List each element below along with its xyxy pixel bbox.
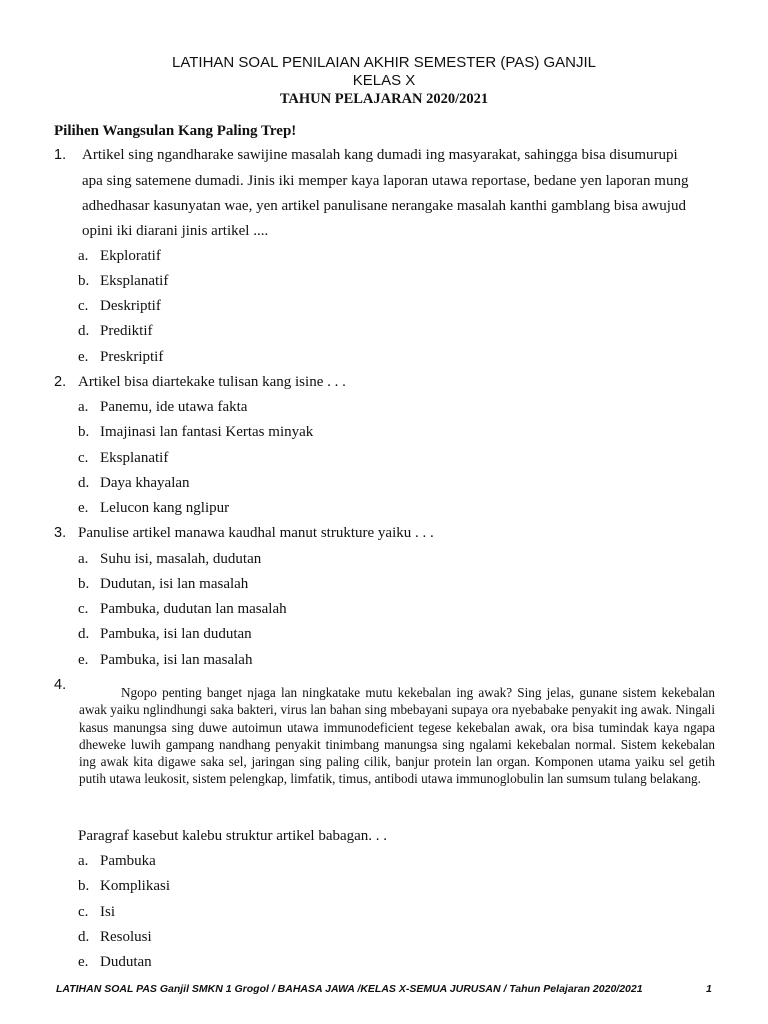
option-letter: b. <box>78 424 90 440</box>
option-letter: b. <box>78 576 90 592</box>
option-text: Dudutan, isi lan masalah <box>100 576 249 592</box>
answer-option <box>78 323 153 340</box>
answer-option <box>78 576 248 593</box>
answer-option <box>78 551 261 568</box>
option-text: Deskriptif <box>100 298 161 314</box>
option-letter: b. <box>78 878 90 894</box>
answer-option <box>78 298 161 315</box>
option-letter: c. <box>78 904 89 920</box>
question-number: 1. <box>54 147 67 163</box>
option-letter: a. <box>78 248 89 264</box>
answer-option <box>78 878 170 895</box>
option-text: Pambuka <box>100 853 156 869</box>
option-text: Pambuka, dudutan lan masalah <box>100 601 287 617</box>
option-letter: b. <box>78 273 90 289</box>
option-text: Eksplanatif <box>100 450 169 466</box>
option-text: Preskriptif <box>100 349 164 365</box>
answer-option <box>78 929 152 946</box>
question-number: 4. <box>54 677 67 693</box>
option-letter: c. <box>78 601 89 617</box>
option-text: Pambuka, isi lan masalah <box>100 652 253 668</box>
option-text: Suhu isi, masalah, dudutan <box>100 551 262 567</box>
option-letter: d. <box>78 626 90 642</box>
answer-option <box>78 248 161 265</box>
answer-option <box>78 475 190 492</box>
question-text-line: Artikel bisa diartekake tulisan kang isine . . . <box>78 374 346 390</box>
instruction: Pilihen Wangsulan Kang Paling Trep! <box>54 123 297 139</box>
answer-option <box>78 954 152 971</box>
answer-option <box>78 424 313 441</box>
option-letter: d. <box>78 475 90 491</box>
question-text-line: adhedhasar kasunyatan wae, yen artikel panulisane nerangake masalah kanthi gamblang bisa awujud <box>82 198 686 214</box>
question-number: 2. <box>54 374 67 390</box>
option-text: Eksplanatif <box>100 273 169 289</box>
question-text-line: opini iki diarani jinis artikel .... <box>82 223 269 239</box>
option-letter: c. <box>78 298 89 314</box>
reading-passage: Ngopo penting banget njaga lan ningkatake mutu kekebalan ing awak? Sing jelas, gunane sistem kekebalan awak yaiku nglindhungi saka bakteri, virus lan bahan sing mbebayani supaya ora nyebabake penyakit ing awak. Ningali kasus manungsa sing duwe autoimun utawa immunodeficient tegese kekebalan awak, ora bisa tumindak kaya ngapa dheweke luwih gampang nandhang penyakit tinimbang manungsa sing ngalami kekebalan normal. Sistem kekebalan ing awak kita digawe saka sel, jaringan sing paling cilik, banjur protein lan organ. Komponen utama yaiku sel getih putih utawa leukosit, sistem pelengkap, limfatik, timus, antibodi utawa immunoglobulin lan sumsum tulang belakang. <box>79 685 715 787</box>
option-text: Resolusi <box>100 929 152 945</box>
option-letter: a. <box>78 399 89 415</box>
option-letter: e. <box>78 500 89 516</box>
option-text: Panemu, ide utawa fakta <box>100 399 248 415</box>
option-text: Ekploratif <box>100 248 161 264</box>
answer-option <box>78 399 247 416</box>
answer-option <box>78 349 163 366</box>
option-text: Dudutan <box>100 954 152 970</box>
option-letter: d. <box>78 929 90 945</box>
document-year: TAHUN PELAJARAN 2020/2021 <box>279 91 489 107</box>
question-text-line: Paragraf kasebut kalebu struktur artikel babagan. . . <box>78 828 388 844</box>
option-letter: d. <box>78 323 90 339</box>
option-text: Isi <box>100 904 115 920</box>
answer-option <box>78 626 252 643</box>
answer-option <box>78 904 115 921</box>
answer-option <box>78 500 229 517</box>
answer-option <box>78 853 156 870</box>
option-text: Prediktif <box>100 323 153 339</box>
option-text: Daya khayalan <box>100 475 190 491</box>
option-letter: c. <box>78 450 89 466</box>
option-letter: a. <box>78 551 89 567</box>
option-text: Lelucon kang nglipur <box>100 500 230 516</box>
answer-option <box>78 652 252 669</box>
page-number: 1 <box>706 983 712 995</box>
option-text: Pambuka, isi lan dudutan <box>100 626 252 642</box>
document-title: LATIHAN SOAL PENILAIAN AKHIR SEMESTER (PAS) GANJIL <box>172 54 596 71</box>
option-letter: e. <box>78 954 89 970</box>
option-text: Imajinasi lan fantasi Kertas minyak <box>100 424 314 440</box>
option-letter: a. <box>78 853 89 869</box>
answer-option <box>78 450 168 467</box>
option-letter: e. <box>78 652 89 668</box>
answer-option <box>78 601 287 618</box>
question-text-line: apa sing satemene dumadi. Jinis iki memper kaya laporan utawa reportase, bedane yen laporan mung <box>82 173 689 189</box>
answer-option <box>78 273 168 290</box>
page-footer: LATIHAN SOAL PAS Ganjil SMKN 1 Grogol / BAHASA JAWA /KELAS X-SEMUA JURUSAN / Tahun Pelajaran 2020/2021 <box>56 983 643 995</box>
option-text: Komplikasi <box>100 878 170 894</box>
question-text-line: Artikel sing ngandharake sawijine masalah kang dumadi ing masyarakat, sahingga bisa disumurupi <box>82 147 678 163</box>
question-number: 3. <box>54 525 67 541</box>
question-text-line: Panulise artikel manawa kaudhal manut strukture yaiku . . . <box>78 525 434 541</box>
document-class: KELAS X <box>352 72 416 89</box>
option-letter: e. <box>78 349 89 365</box>
